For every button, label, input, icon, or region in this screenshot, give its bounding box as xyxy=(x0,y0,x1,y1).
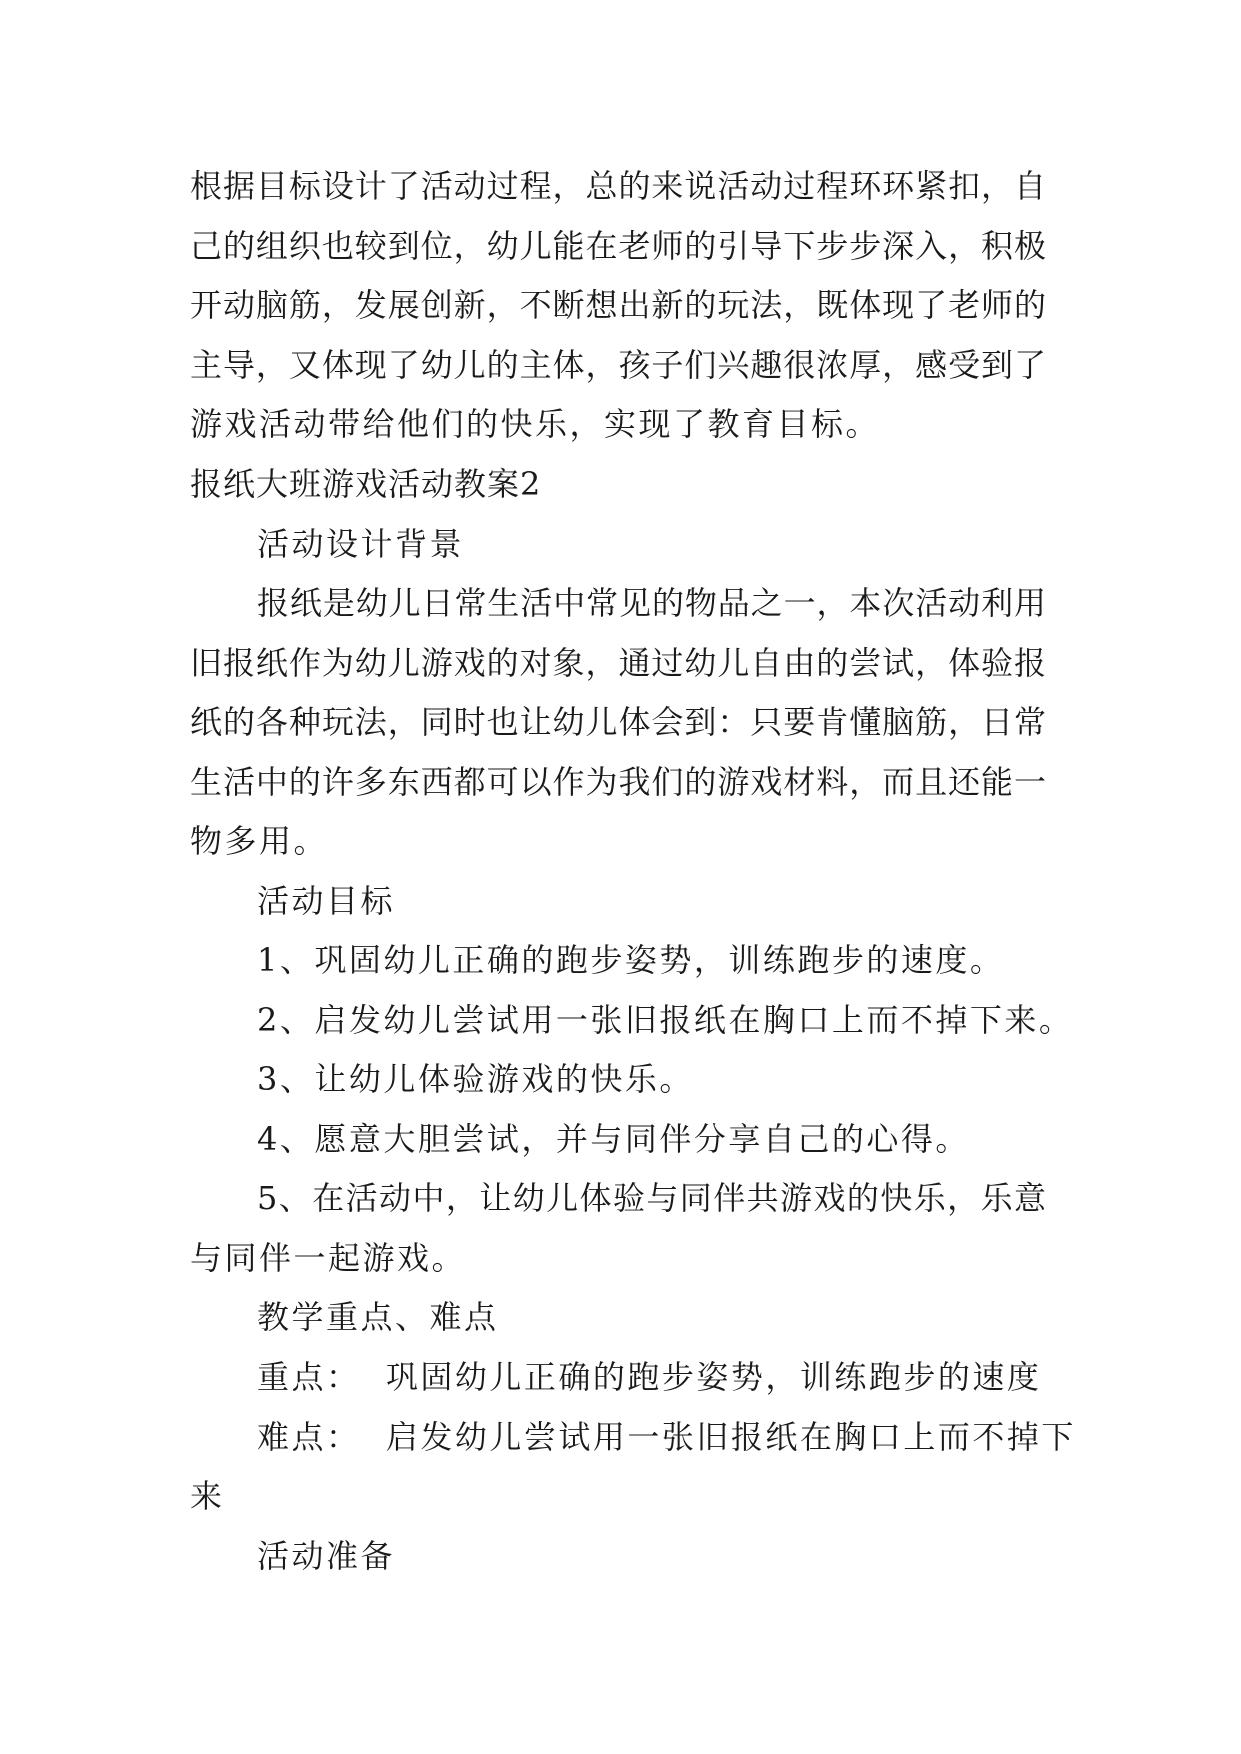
paragraph-line: 根据目标设计了活动过程，总的来说活动过程环环紧扣，自 xyxy=(190,167,1046,205)
subheading: 活动目标 xyxy=(257,882,396,920)
list-item: 1、巩固幼儿正确的跑步姿势，训练跑步的速度。 xyxy=(257,941,1005,979)
subheading: 活动设计背景 xyxy=(257,525,465,563)
list-item: 3、让幼儿体验游戏的快乐。 xyxy=(257,1060,694,1098)
paragraph-line: 物多用。 xyxy=(190,822,329,860)
subheading: 教学重点、难点 xyxy=(257,1298,499,1336)
subheading: 活动准备 xyxy=(257,1537,396,1575)
paragraph-line: 纸的各种玩法，同时也让幼儿体会到：只要肯懂脑筋，日常 xyxy=(190,703,1046,741)
difficult-point-continuation: 来 xyxy=(190,1477,225,1515)
paragraph-line: 旧报纸作为幼儿游戏的对象，通过幼儿自由的尝试，体验报 xyxy=(190,644,1046,682)
paragraph-line: 报纸是幼儿日常生活中常见的物品之一，本次活动利用 xyxy=(257,584,1046,622)
list-item: 2、启发幼儿尝试用一张旧报纸在胸口上而不掉下来。 xyxy=(257,1001,1074,1039)
section-title: 报纸大班游戏活动教案2 xyxy=(190,465,542,503)
list-item: 4、愿意大胆尝试，并与同伴分享自己的心得。 xyxy=(257,1120,970,1158)
key-point: 重点： 巩固幼儿正确的跑步姿势，训练跑步的速度 xyxy=(257,1358,1042,1396)
paragraph-line: 游戏活动带给他们的快乐，实现了教育目标。 xyxy=(190,405,881,443)
paragraph-line: 己的组织也较到位，幼儿能在老师的引导下步步深入，积极 xyxy=(190,227,1046,265)
paragraph-line: 主导，又体现了幼儿的主体，孩子们兴趣很浓厚，感受到了 xyxy=(190,346,1046,384)
difficult-point: 难点： 启发幼儿尝试用一张旧报纸在胸口上而不掉下 xyxy=(257,1418,1076,1456)
list-item: 5、在活动中，让幼儿体验与同伴共游戏的快乐，乐意 xyxy=(257,1179,1046,1217)
paragraph-line: 开动脑筋，发展创新，不断想出新的玩法，既体现了老师的 xyxy=(190,286,1046,324)
list-item-continuation: 与同伴一起游戏。 xyxy=(190,1239,467,1277)
paragraph-line: 生活中的许多东西都可以作为我们的游戏材料，而且还能一 xyxy=(190,763,1046,801)
